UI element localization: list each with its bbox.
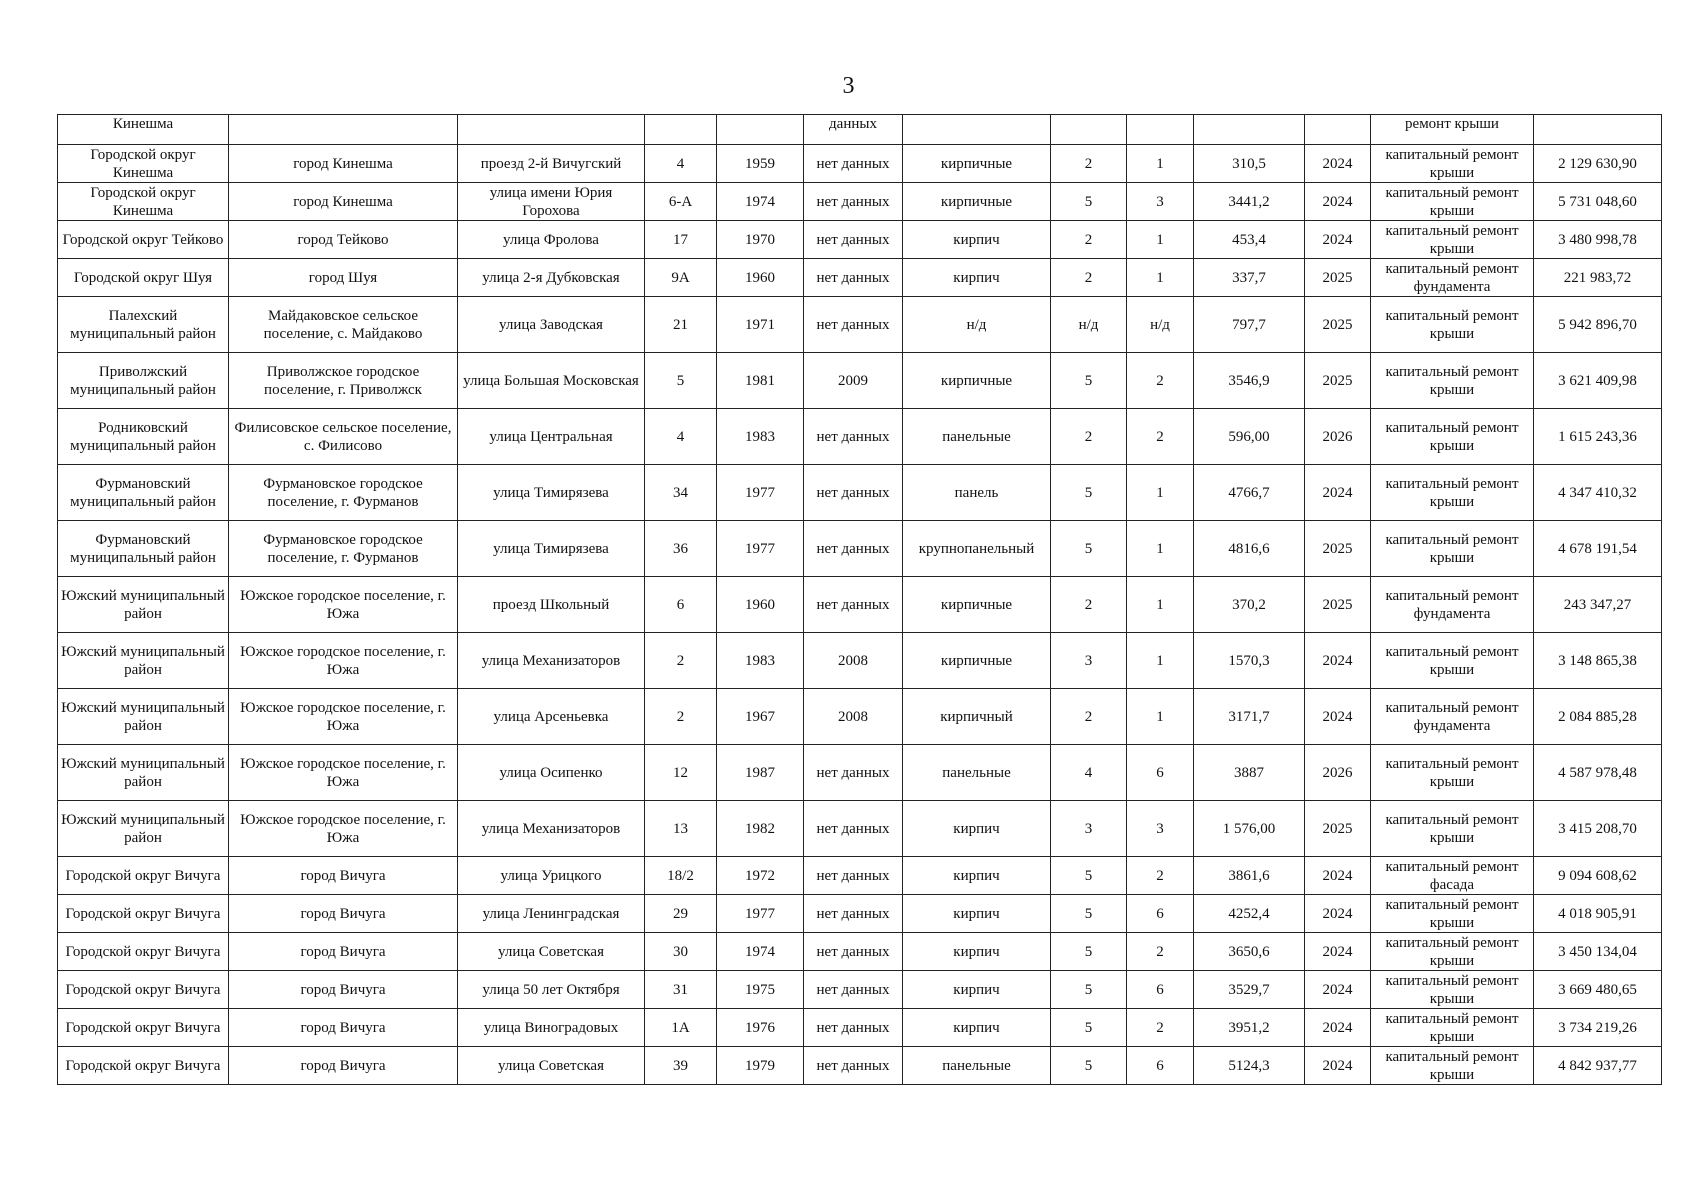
cell-work-type: капитальный ремонт крыши	[1371, 633, 1534, 689]
cell-floors: 3	[1051, 801, 1127, 857]
cell-work-type: капитальный ремонт крыши	[1371, 465, 1534, 521]
table-row	[58, 353, 1662, 409]
cell-work-type: капитальный ремонт фундамента	[1371, 577, 1534, 633]
cell-settlement: Филисовское сельское поселение, с. Филисово	[229, 409, 458, 465]
cell-plan-year: 2024	[1305, 895, 1371, 933]
cell-area: 370,2	[1194, 577, 1305, 633]
cell-street: улица Большая Московская	[458, 353, 645, 409]
table-row	[58, 409, 1662, 465]
cell-area: 3887	[1194, 745, 1305, 801]
cell-cost: 4 842 937,77	[1534, 1047, 1662, 1085]
cell-cost: 3 480 998,78	[1534, 221, 1662, 259]
cell-work-type: капитальный ремонт крыши	[1371, 409, 1534, 465]
cell-work-type: капитальный ремонт крыши	[1371, 1009, 1534, 1047]
cell-year-repair: нет данных	[804, 297, 903, 353]
cell-plan-year: 2024	[1305, 933, 1371, 971]
cell-house: 17	[645, 221, 717, 259]
cell-house: 4	[645, 409, 717, 465]
cell-district: Южский муниципальный район	[58, 577, 229, 633]
cell-year-built: 1977	[717, 895, 804, 933]
cell-plan-year: 2025	[1305, 577, 1371, 633]
cell-area: 3951,2	[1194, 1009, 1305, 1047]
cell-wall-material: панель	[903, 465, 1051, 521]
cell-house: 6	[645, 577, 717, 633]
cell-wall-material: кирпич	[903, 259, 1051, 297]
cell-settlement: Приволжское городское поселение, г. Приволжск	[229, 353, 458, 409]
cell-area: 3529,7	[1194, 971, 1305, 1009]
cell-house: 9А	[645, 259, 717, 297]
cell-area: 797,7	[1194, 297, 1305, 353]
cell-district: Южский муниципальный район	[58, 745, 229, 801]
cell-work-type: капитальный ремонт крыши	[1371, 221, 1534, 259]
cell-floors: 2	[1051, 409, 1127, 465]
cell-district: Приволжский муниципальный район	[58, 353, 229, 409]
cell-cost: 5 942 896,70	[1534, 297, 1662, 353]
cell-plan-year	[1305, 115, 1371, 145]
cell-floors: 5	[1051, 933, 1127, 971]
cell-district: Городской округ Вичуга	[58, 895, 229, 933]
cell-plan-year: 2024	[1305, 183, 1371, 221]
table-row	[58, 857, 1662, 895]
table-row	[58, 183, 1662, 221]
table-row	[58, 895, 1662, 933]
cell-entrances: 1	[1127, 577, 1194, 633]
cell-entrances: 2	[1127, 857, 1194, 895]
table-row	[58, 1047, 1662, 1085]
cell-wall-material: кирпичные	[903, 633, 1051, 689]
cell-street: улица 2-я Дубковская	[458, 259, 645, 297]
cell-settlement: город Шуя	[229, 259, 458, 297]
table-row	[58, 465, 1662, 521]
cell-street: улица Механизаторов	[458, 801, 645, 857]
cell-work-type: капитальный ремонт крыши	[1371, 183, 1534, 221]
cell-street: улица Арсеньевка	[458, 689, 645, 745]
cell-year-repair: нет данных	[804, 577, 903, 633]
cell-street: улица Урицкого	[458, 857, 645, 895]
cell-plan-year: 2025	[1305, 297, 1371, 353]
cell-settlement: Южское городское поселение, г. Южа	[229, 577, 458, 633]
cell-street: улица Заводская	[458, 297, 645, 353]
cell-year-built: 1972	[717, 857, 804, 895]
cell-floors	[1051, 115, 1127, 145]
cell-cost	[1534, 115, 1662, 145]
cell-area: 596,00	[1194, 409, 1305, 465]
cell-entrances: 1	[1127, 521, 1194, 577]
cell-settlement: Южское городское поселение, г. Южа	[229, 689, 458, 745]
cell-year-built: 1959	[717, 145, 804, 183]
cell-wall-material: кирпичные	[903, 353, 1051, 409]
cell-entrances: 6	[1127, 971, 1194, 1009]
cell-year-repair: 2009	[804, 353, 903, 409]
cell-cost: 4 018 905,91	[1534, 895, 1662, 933]
cell-district: Южский муниципальный район	[58, 689, 229, 745]
cell-year-built: 1977	[717, 521, 804, 577]
cell-plan-year: 2026	[1305, 409, 1371, 465]
table-row	[58, 633, 1662, 689]
cell-year-repair: нет данных	[804, 259, 903, 297]
cell-cost: 243 347,27	[1534, 577, 1662, 633]
cell-entrances	[1127, 115, 1194, 145]
cell-year-built: 1982	[717, 801, 804, 857]
cell-house: 36	[645, 521, 717, 577]
cell-cost: 4 587 978,48	[1534, 745, 1662, 801]
cell-area: 3650,6	[1194, 933, 1305, 971]
cell-settlement: Южское городское поселение, г. Южа	[229, 633, 458, 689]
cell-area: 3171,7	[1194, 689, 1305, 745]
cell-year-built: 1967	[717, 689, 804, 745]
cell-settlement: Майдаковское сельское поселение, с. Майдаково	[229, 297, 458, 353]
cell-settlement: город Кинешма	[229, 145, 458, 183]
cell-wall-material: кирпич	[903, 221, 1051, 259]
cell-year-repair: 2008	[804, 689, 903, 745]
cell-year-repair: нет данных	[804, 971, 903, 1009]
cell-settlement: город Тейково	[229, 221, 458, 259]
cell-wall-material: кирпичные	[903, 183, 1051, 221]
cell-work-type: капитальный ремонт фундамента	[1371, 259, 1534, 297]
cell-district: Городской округ Вичуга	[58, 933, 229, 971]
cell-wall-material: крупнопанельный	[903, 521, 1051, 577]
table-row	[58, 221, 1662, 259]
cell-entrances: 1	[1127, 465, 1194, 521]
cell-year-repair: нет данных	[804, 933, 903, 971]
cell-plan-year: 2024	[1305, 1047, 1371, 1085]
cell-entrances: 1	[1127, 633, 1194, 689]
cell-floors: 2	[1051, 577, 1127, 633]
cell-entrances: 6	[1127, 895, 1194, 933]
cell-work-type: капитальный ремонт крыши	[1371, 1047, 1534, 1085]
cell-street: проезд Школьный	[458, 577, 645, 633]
cell-wall-material: кирпич	[903, 1009, 1051, 1047]
cell-year-repair: нет данных	[804, 1009, 903, 1047]
cell-settlement: город Вичуга	[229, 971, 458, 1009]
cell-district: Родниковский муниципальный район	[58, 409, 229, 465]
table-row	[58, 521, 1662, 577]
cell-year-repair: нет данных	[804, 145, 903, 183]
cell-entrances: 1	[1127, 221, 1194, 259]
cell-plan-year: 2025	[1305, 521, 1371, 577]
cell-street: улица 50 лет Октября	[458, 971, 645, 1009]
cell-cost: 2 084 885,28	[1534, 689, 1662, 745]
cell-street: улица Тимирязева	[458, 521, 645, 577]
cell-area: 337,7	[1194, 259, 1305, 297]
cell-floors: 5	[1051, 1047, 1127, 1085]
cell-plan-year: 2024	[1305, 145, 1371, 183]
cell-district: Фурмановский муниципальный район	[58, 465, 229, 521]
cell-year-repair: данных	[804, 115, 903, 145]
cell-year-built: 1971	[717, 297, 804, 353]
cell-district: Городской округ Тейково	[58, 221, 229, 259]
cell-entrances: 2	[1127, 933, 1194, 971]
cell-entrances: 1	[1127, 689, 1194, 745]
cell-district: Городской округ Шуя	[58, 259, 229, 297]
cell-year-repair: нет данных	[804, 409, 903, 465]
cell-entrances: 2	[1127, 1009, 1194, 1047]
cell-floors: 5	[1051, 857, 1127, 895]
cell-year-repair: нет данных	[804, 857, 903, 895]
cell-wall-material: панельные	[903, 1047, 1051, 1085]
cell-area: 3441,2	[1194, 183, 1305, 221]
cell-floors: 5	[1051, 1009, 1127, 1047]
cell-year-built: 1960	[717, 577, 804, 633]
cell-area: 4252,4	[1194, 895, 1305, 933]
cell-street: улица Тимирязева	[458, 465, 645, 521]
table-body	[58, 115, 1662, 1085]
cell-year-repair: нет данных	[804, 801, 903, 857]
cell-floors: 5	[1051, 353, 1127, 409]
cell-street: улица имени Юрия Горохова	[458, 183, 645, 221]
cell-work-type: капитальный ремонт крыши	[1371, 971, 1534, 1009]
cell-entrances: 1	[1127, 145, 1194, 183]
cell-area: 1570,3	[1194, 633, 1305, 689]
cell-house: 2	[645, 633, 717, 689]
cell-year-built: 1977	[717, 465, 804, 521]
cell-wall-material: н/д	[903, 297, 1051, 353]
cell-house: 34	[645, 465, 717, 521]
cell-cost: 2 129 630,90	[1534, 145, 1662, 183]
cell-wall-material: кирпич	[903, 895, 1051, 933]
cell-cost: 1 615 243,36	[1534, 409, 1662, 465]
cell-house: 21	[645, 297, 717, 353]
cell-year-built: 1960	[717, 259, 804, 297]
cell-settlement: город Кинешма	[229, 183, 458, 221]
cell-wall-material: кирпичные	[903, 145, 1051, 183]
cell-plan-year: 2024	[1305, 633, 1371, 689]
cell-entrances: 3	[1127, 801, 1194, 857]
cell-cost: 3 415 208,70	[1534, 801, 1662, 857]
cell-settlement: город Вичуга	[229, 895, 458, 933]
cell-house: 29	[645, 895, 717, 933]
cell-year-repair: нет данных	[804, 521, 903, 577]
cell-floors: 3	[1051, 633, 1127, 689]
cell-cost: 221 983,72	[1534, 259, 1662, 297]
cell-settlement: город Вичуга	[229, 1009, 458, 1047]
cell-cost: 3 734 219,26	[1534, 1009, 1662, 1047]
table-row	[58, 801, 1662, 857]
cell-area	[1194, 115, 1305, 145]
cell-settlement: город Вичуга	[229, 857, 458, 895]
cell-settlement: Фурмановское городское поселение, г. Фурманов	[229, 521, 458, 577]
cell-plan-year: 2024	[1305, 221, 1371, 259]
cell-wall-material: кирпичный	[903, 689, 1051, 745]
table-row	[58, 745, 1662, 801]
cell-settlement: Южское городское поселение, г. Южа	[229, 801, 458, 857]
table-row	[58, 1009, 1662, 1047]
cell-street: улица Ленинградская	[458, 895, 645, 933]
housing-repair-table	[57, 114, 1662, 1085]
cell-year-repair: нет данных	[804, 745, 903, 801]
cell-street: улица Центральная	[458, 409, 645, 465]
cell-district: Палехский муниципальный район	[58, 297, 229, 353]
cell-work-type: капитальный ремонт крыши	[1371, 895, 1534, 933]
cell-entrances: 2	[1127, 353, 1194, 409]
cell-entrances: 6	[1127, 745, 1194, 801]
table-row	[58, 971, 1662, 1009]
cell-year-built: 1975	[717, 971, 804, 1009]
cell-year-built: 1981	[717, 353, 804, 409]
cell-wall-material: кирпич	[903, 971, 1051, 1009]
cell-year-built: 1970	[717, 221, 804, 259]
cell-area: 5124,3	[1194, 1047, 1305, 1085]
cell-wall-material	[903, 115, 1051, 145]
cell-wall-material: кирпич	[903, 801, 1051, 857]
cell-floors: 5	[1051, 971, 1127, 1009]
cell-plan-year: 2024	[1305, 465, 1371, 521]
cell-floors: 2	[1051, 145, 1127, 183]
cell-year-repair: нет данных	[804, 183, 903, 221]
cell-house: 5	[645, 353, 717, 409]
cell-entrances: 3	[1127, 183, 1194, 221]
cell-district: Городской округ Кинешма	[58, 145, 229, 183]
table-row	[58, 689, 1662, 745]
cell-house: 18/2	[645, 857, 717, 895]
cell-plan-year: 2025	[1305, 259, 1371, 297]
cell-plan-year: 2024	[1305, 857, 1371, 895]
cell-settlement: город Вичуга	[229, 933, 458, 971]
cell-area: 4816,6	[1194, 521, 1305, 577]
cell-plan-year: 2024	[1305, 971, 1371, 1009]
cell-year-built: 1983	[717, 409, 804, 465]
cell-work-type: ремонт крыши	[1371, 115, 1534, 145]
cell-area: 1 576,00	[1194, 801, 1305, 857]
table-row	[58, 145, 1662, 183]
cell-year-built: 1974	[717, 183, 804, 221]
cell-district: Кинешма	[58, 115, 229, 145]
cell-district: Городской округ Кинешма	[58, 183, 229, 221]
cell-floors: 5	[1051, 895, 1127, 933]
cell-street: улица Осипенко	[458, 745, 645, 801]
cell-entrances: 6	[1127, 1047, 1194, 1085]
cell-year-built: 1983	[717, 633, 804, 689]
cell-cost: 3 621 409,98	[1534, 353, 1662, 409]
table-row	[58, 297, 1662, 353]
cell-year-repair: нет данных	[804, 465, 903, 521]
cell-entrances: н/д	[1127, 297, 1194, 353]
cell-house	[645, 115, 717, 145]
cell-year-built: 1976	[717, 1009, 804, 1047]
cell-year-built	[717, 115, 804, 145]
cell-area: 453,4	[1194, 221, 1305, 259]
cell-house: 12	[645, 745, 717, 801]
cell-area: 310,5	[1194, 145, 1305, 183]
cell-cost: 3 450 134,04	[1534, 933, 1662, 971]
cell-floors: 5	[1051, 465, 1127, 521]
cell-settlement: город Вичуга	[229, 1047, 458, 1085]
cell-year-built: 1979	[717, 1047, 804, 1085]
cell-work-type: капитальный ремонт крыши	[1371, 521, 1534, 577]
cell-year-repair: нет данных	[804, 1047, 903, 1085]
cell-street: улица Виноградовых	[458, 1009, 645, 1047]
cell-cost: 3 669 480,65	[1534, 971, 1662, 1009]
cell-cost: 4 678 191,54	[1534, 521, 1662, 577]
cell-wall-material: кирпичные	[903, 577, 1051, 633]
cell-plan-year: 2026	[1305, 745, 1371, 801]
cell-cost: 5 731 048,60	[1534, 183, 1662, 221]
cell-floors: 4	[1051, 745, 1127, 801]
cell-year-built: 1987	[717, 745, 804, 801]
cell-work-type: капитальный ремонт фасада	[1371, 857, 1534, 895]
page-number: 3	[842, 73, 855, 99]
cell-street: проезд 2-й Вичугский	[458, 145, 645, 183]
cell-wall-material: панельные	[903, 745, 1051, 801]
cell-cost: 9 094 608,62	[1534, 857, 1662, 895]
cell-work-type: капитальный ремонт крыши	[1371, 933, 1534, 971]
cell-house: 39	[645, 1047, 717, 1085]
table-row	[58, 259, 1662, 297]
cell-plan-year: 2025	[1305, 801, 1371, 857]
cell-work-type: капитальный ремонт крыши	[1371, 353, 1534, 409]
cell-year-repair: нет данных	[804, 895, 903, 933]
cell-street: улица Механизаторов	[458, 633, 645, 689]
table-row	[58, 933, 1662, 971]
cell-cost: 3 148 865,38	[1534, 633, 1662, 689]
cell-settlement: Южское городское поселение, г. Южа	[229, 745, 458, 801]
cell-year-repair: нет данных	[804, 221, 903, 259]
table-row	[58, 577, 1662, 633]
table-row-continued	[58, 115, 1662, 145]
cell-street: улица Советская	[458, 933, 645, 971]
cell-district: Городской округ Вичуга	[58, 1009, 229, 1047]
cell-floors: н/д	[1051, 297, 1127, 353]
cell-work-type: капитальный ремонт крыши	[1371, 745, 1534, 801]
cell-year-repair: 2008	[804, 633, 903, 689]
cell-plan-year: 2024	[1305, 1009, 1371, 1047]
cell-plan-year: 2025	[1305, 353, 1371, 409]
cell-work-type: капитальный ремонт крыши	[1371, 801, 1534, 857]
cell-area: 4766,7	[1194, 465, 1305, 521]
cell-street: улица Фролова	[458, 221, 645, 259]
cell-cost: 4 347 410,32	[1534, 465, 1662, 521]
cell-floors: 5	[1051, 521, 1127, 577]
cell-entrances: 2	[1127, 409, 1194, 465]
cell-plan-year: 2024	[1305, 689, 1371, 745]
cell-floors: 2	[1051, 221, 1127, 259]
cell-work-type: капитальный ремонт крыши	[1371, 145, 1534, 183]
cell-street: улица Советская	[458, 1047, 645, 1085]
cell-house: 6-А	[645, 183, 717, 221]
cell-settlement	[229, 115, 458, 145]
cell-street	[458, 115, 645, 145]
cell-district: Южский муниципальный район	[58, 801, 229, 857]
cell-work-type: капитальный ремонт крыши	[1371, 297, 1534, 353]
cell-floors: 2	[1051, 689, 1127, 745]
cell-floors: 5	[1051, 183, 1127, 221]
cell-district: Южский муниципальный район	[58, 633, 229, 689]
cell-house: 30	[645, 933, 717, 971]
cell-wall-material: кирпич	[903, 933, 1051, 971]
cell-district: Городской округ Вичуга	[58, 1047, 229, 1085]
cell-house: 13	[645, 801, 717, 857]
cell-entrances: 1	[1127, 259, 1194, 297]
cell-district: Городской округ Вичуга	[58, 971, 229, 1009]
cell-house: 4	[645, 145, 717, 183]
cell-settlement: Фурмановское городское поселение, г. Фурманов	[229, 465, 458, 521]
cell-work-type: капитальный ремонт фундамента	[1371, 689, 1534, 745]
cell-area: 3861,6	[1194, 857, 1305, 895]
cell-wall-material: панельные	[903, 409, 1051, 465]
cell-floors: 2	[1051, 259, 1127, 297]
cell-house: 31	[645, 971, 717, 1009]
cell-area: 3546,9	[1194, 353, 1305, 409]
cell-house: 2	[645, 689, 717, 745]
cell-wall-material: кирпич	[903, 857, 1051, 895]
cell-year-built: 1974	[717, 933, 804, 971]
cell-house: 1А	[645, 1009, 717, 1047]
cell-district: Городской округ Вичуга	[58, 857, 229, 895]
cell-district: Фурмановский муниципальный район	[58, 521, 229, 577]
